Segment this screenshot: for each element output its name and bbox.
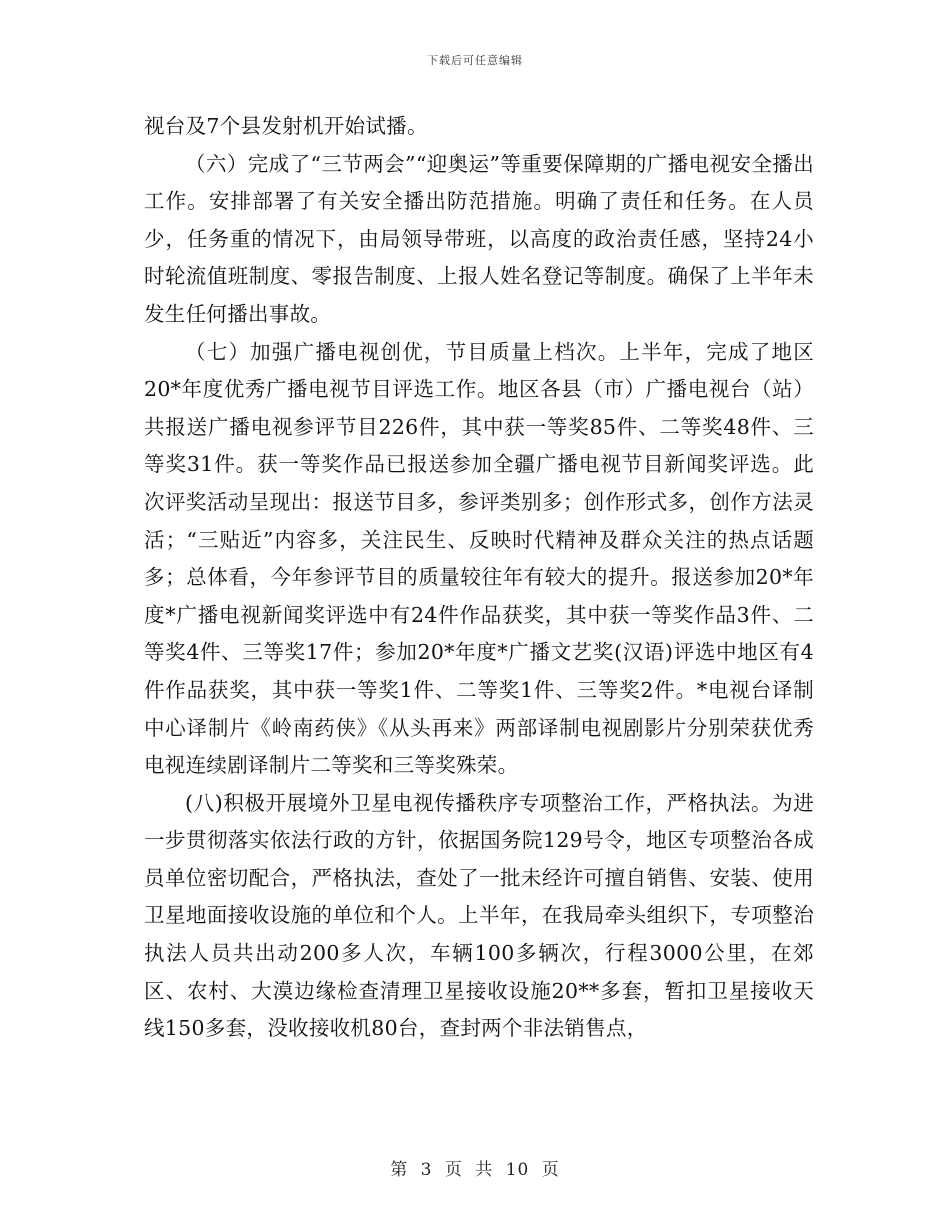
page-footer: 第 3 页 共 10 页 bbox=[390, 1160, 560, 1180]
page-header: 下载后可任意编辑 bbox=[427, 54, 523, 67]
paragraph-section-6: （六）完成了“三节两会”“迎奥运”等重要保障期的广播电视安全播出工作。安排部署了有关安全播出防范措施。明确了责任和任务。在人员少，任务重的情况下，由局领导带班，以高度的政治责任感，坚持24小时轮流值班制度、零报告制度、上报人姓名登记等制度。确保了上半年未发生任何播出事故。 bbox=[144, 151, 814, 326]
paragraph-continued: 视台及7个县发射机开始试播。 bbox=[144, 114, 428, 138]
document-body bbox=[144, 108, 814, 1048]
paragraph-section-7: （七）加强广播电视创优，节目质量上档次。上半年，完成了地区20*年度优秀广播电视节目评选工作。地区各县（市）广播电视台（站）共报送广播电视参评节目226件，其中获一等奖85件、二等奖48件、三等奖31件。获一等奖作品已报送参加全疆广播电视节目新闻奖评选。此次评奖活动呈现出：报送节目多，参评类别多；创作形式多，创作方法灵活；“三贴近”内容多，关注民生、反映时代精神及群众关注的热点话题多；总体看，今年参评节目的质量较往年有较大的提升。报送参加20*年度*广播电视新闻奖评选中有24件作品获奖，其中获一等奖作品3件、二等奖4件、三等奖17件；参加20*年度*广播文艺奖(汉语)评选中地区有4件作品获奖，其中获一等奖1件、二等奖1件、三等奖2件。*电视台译制中心译制片《岭南药侠》《从头再来》两部译制电视剧影片分别荣获优秀电视连续剧译制片二等奖和三等奖殊荣。 bbox=[144, 339, 814, 778]
paragraph-section-8: (八)积极开展境外卫星电视传播秩序专项整治工作，严格执法。为进一步贯彻落实依法行政的方针，依据国务院129号令，地区专项整治各成员单位密切配合，严格执法，查处了一批未经许可擅自销售、安装、使用卫星地面接收设施的单位和个人。上半年，在我局牵头组织下，专项整治执法人员共出动200多人次，车辆100多辆次，行程3000公里，在郊区、农村、大漠边缘检查清理卫星接收设施20**多套，暂扣卫星接收天线150多套，没收接收机80台，查封两个非法销售点， bbox=[144, 790, 814, 1041]
